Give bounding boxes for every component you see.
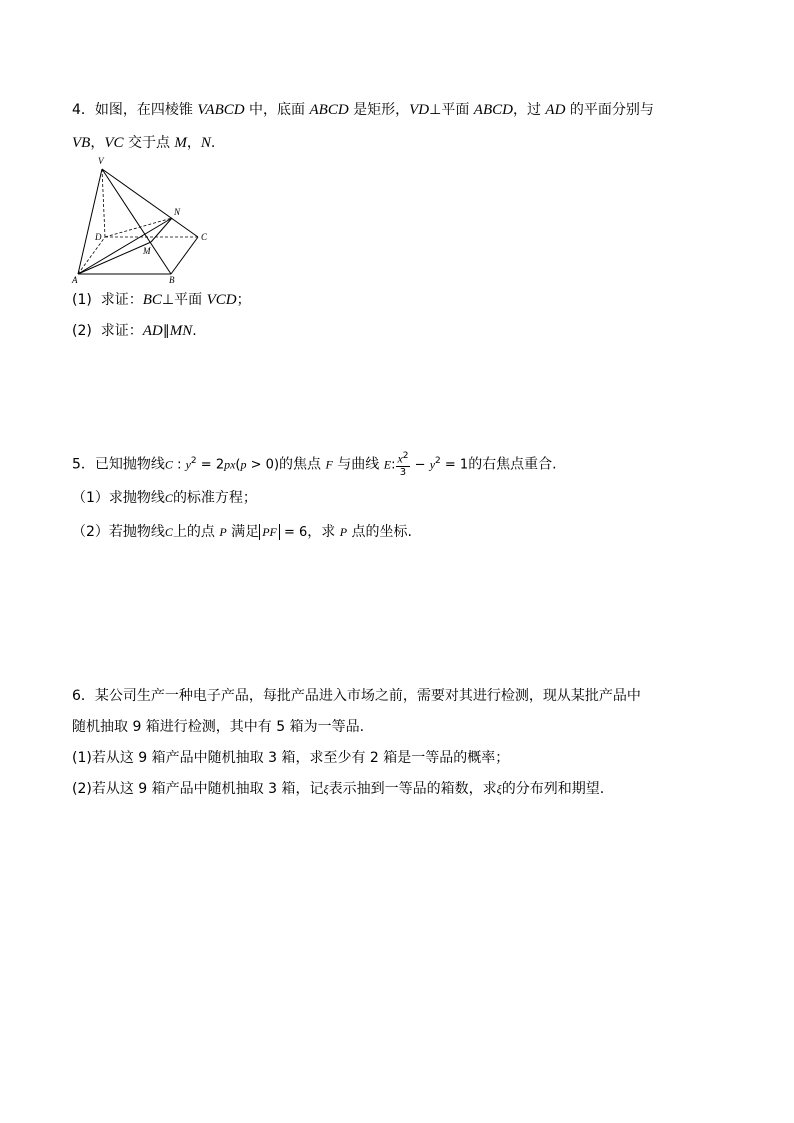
edge-dn	[105, 218, 172, 237]
edge-an	[78, 218, 172, 274]
q4-line-1: 4．如图，在四棱锥 VABCD 中，底面 ABCD 是矩形，VD⊥平面 ABCD，过 AD 的平面分别与	[72, 102, 654, 118]
label-a: A	[72, 275, 78, 285]
label-n: N	[174, 207, 181, 217]
edge-vc	[102, 169, 198, 237]
edge-vd	[102, 169, 105, 237]
q4-part-1: (1) 求证：BC⊥平面 VCD；	[72, 292, 251, 308]
label-m: M	[143, 246, 151, 256]
q5-line-1: 5．已知抛物线C : $y^2 = 2px(p > 0)$的焦点 F 与曲线 E: $\frac{x2}{3}$ − $y^2 = 1$的右焦点重合.	[72, 451, 557, 478]
q5-part-2: （2）若抛物线C上的点 P 满足 PF = 6，求 P 点的坐标.	[72, 524, 412, 540]
fraction-x2-over-3: $\frac{x2}{3}$	[397, 451, 409, 478]
label-c: C	[201, 232, 208, 242]
q4-line-2: VB，VC 交于点 M，N.	[72, 135, 216, 151]
label-v: V	[98, 156, 104, 166]
q6-part-2: (2)若从这 9 箱产品中随机抽取 3 箱，记ξ表示抽到一等品的箱数，求ξ的分布列和期望.	[72, 781, 605, 797]
edge-va	[78, 169, 102, 274]
pyramid-figure	[68, 155, 218, 285]
label-d: D	[95, 232, 102, 242]
q5-part-1: （1）求抛物线C的标准方程；	[72, 490, 257, 506]
q6-line-1: 6．某公司生产一种电子产品，每批产品进入市场之前，需要对其进行检测，现从某批产品中	[72, 688, 641, 704]
q4-part-2: (2) 求证：AD∥MN.	[72, 323, 197, 339]
edge-bc	[171, 237, 198, 274]
q4-number: 4	[72, 102, 81, 118]
q6-number: 6	[72, 688, 81, 704]
edge-mn	[151, 218, 172, 242]
q6-part-1: (1)若从这 9 箱产品中随机抽取 3 箱，求至少有 2 箱是一等品的概率；	[72, 750, 510, 766]
label-b: B	[169, 275, 175, 285]
edge-am	[78, 242, 151, 274]
q5-number: 5	[72, 456, 81, 473]
q6-line-2: 随机抽取 9 箱进行检测，其中有 5 箱为一等品.	[72, 719, 365, 735]
